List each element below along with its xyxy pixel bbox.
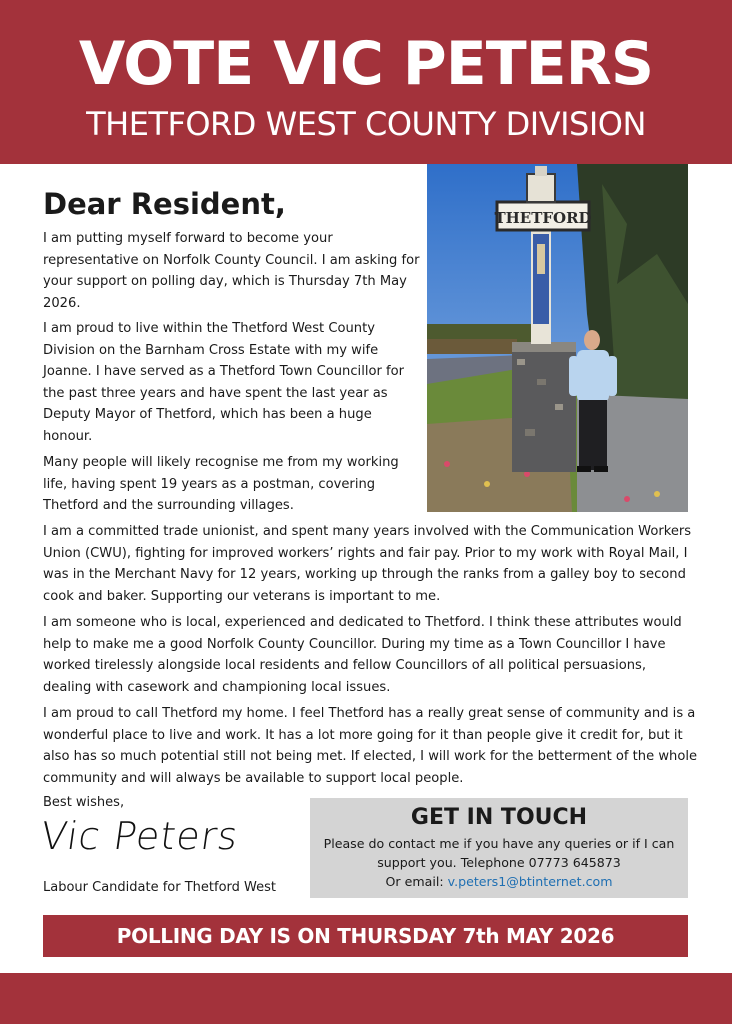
sign-text: THETFORD [494,209,592,227]
candidate-line: Labour Candidate for Thetford West [43,880,276,895]
polling-day-banner: POLLING DAY IS ON THURSDAY 7th MAY 2026 [43,915,688,957]
letter-paragraph-2: I am proud to live within the Thetford West County Division on the Barnham Cross Estate with my wife Joanne. I have served as a Thetford Town Councillor for the past three years and have spent the last year as Deputy Mayor of Thetford, which has been a huge honour. [43,321,405,444]
signoff: Best wishes, [43,795,125,810]
email-prefix: Or email: [385,874,448,889]
contact-title: GET IN TOUCH [410,805,588,830]
signature: Vic Peters [37,814,242,858]
letter-paragraph-3: Many people will likely recognise me from my working life, having spent 19 years as a postman, covering Thetford and the surrounding villages. [43,455,399,514]
main-title: VOTE VIC PETERS [78,29,654,99]
letter-paragraph-6: I am proud to call Thetford my home. I feel Thetford has a really great sense of community and is a wonderful place to live and work. It has a lot more going for it than people give it credit for, but it also has so much potential still not being met. If elected, I will work for the betterment of the whole community and will always be available to support local people. [43,706,698,786]
letter-greeting: Dear Resident, [43,187,286,221]
candidate-photo [427,164,688,512]
sub-title: THETFORD WEST COUNTY DIVISION [86,105,646,143]
letter-paragraph-1: I am putting myself forward to become your representative on Norfolk County Council. I am asking for your support on polling day, which is Thursday 7th May 2026. [43,231,420,311]
letter-paragraph-5: I am someone who is local, experienced and dedicated to Thetford. I think these attributes would help to make me a good Norfolk County Councillor. During my time as a Town Councillor I have worked tirelessly alongside local residents and fellow Councillors of all political persuasions, dealing with casework and championing local issues. [43,615,682,695]
email-link[interactable]: v.peters1@btinternet.com [447,874,613,889]
contact-message: Please do contact me if you have any queries or if I can support you. Telephone 07773 645873 [323,836,675,870]
contact-text [320,834,678,891]
letter-paragraph-4: I am a committed trade unionist, and spent many years involved with the Communication Workers Union (CWU), fighting for improved workers’ rights and fair pay. Prior to my work with Royal Mail, I was in the Merchant Navy for 12 years, working up through the ranks from a galley boy to second cook and baker. Supporting our veterans is important to me. [43,524,692,604]
header-banner [0,0,732,164]
footer-bar [0,973,732,1024]
contact-box [310,798,688,898]
